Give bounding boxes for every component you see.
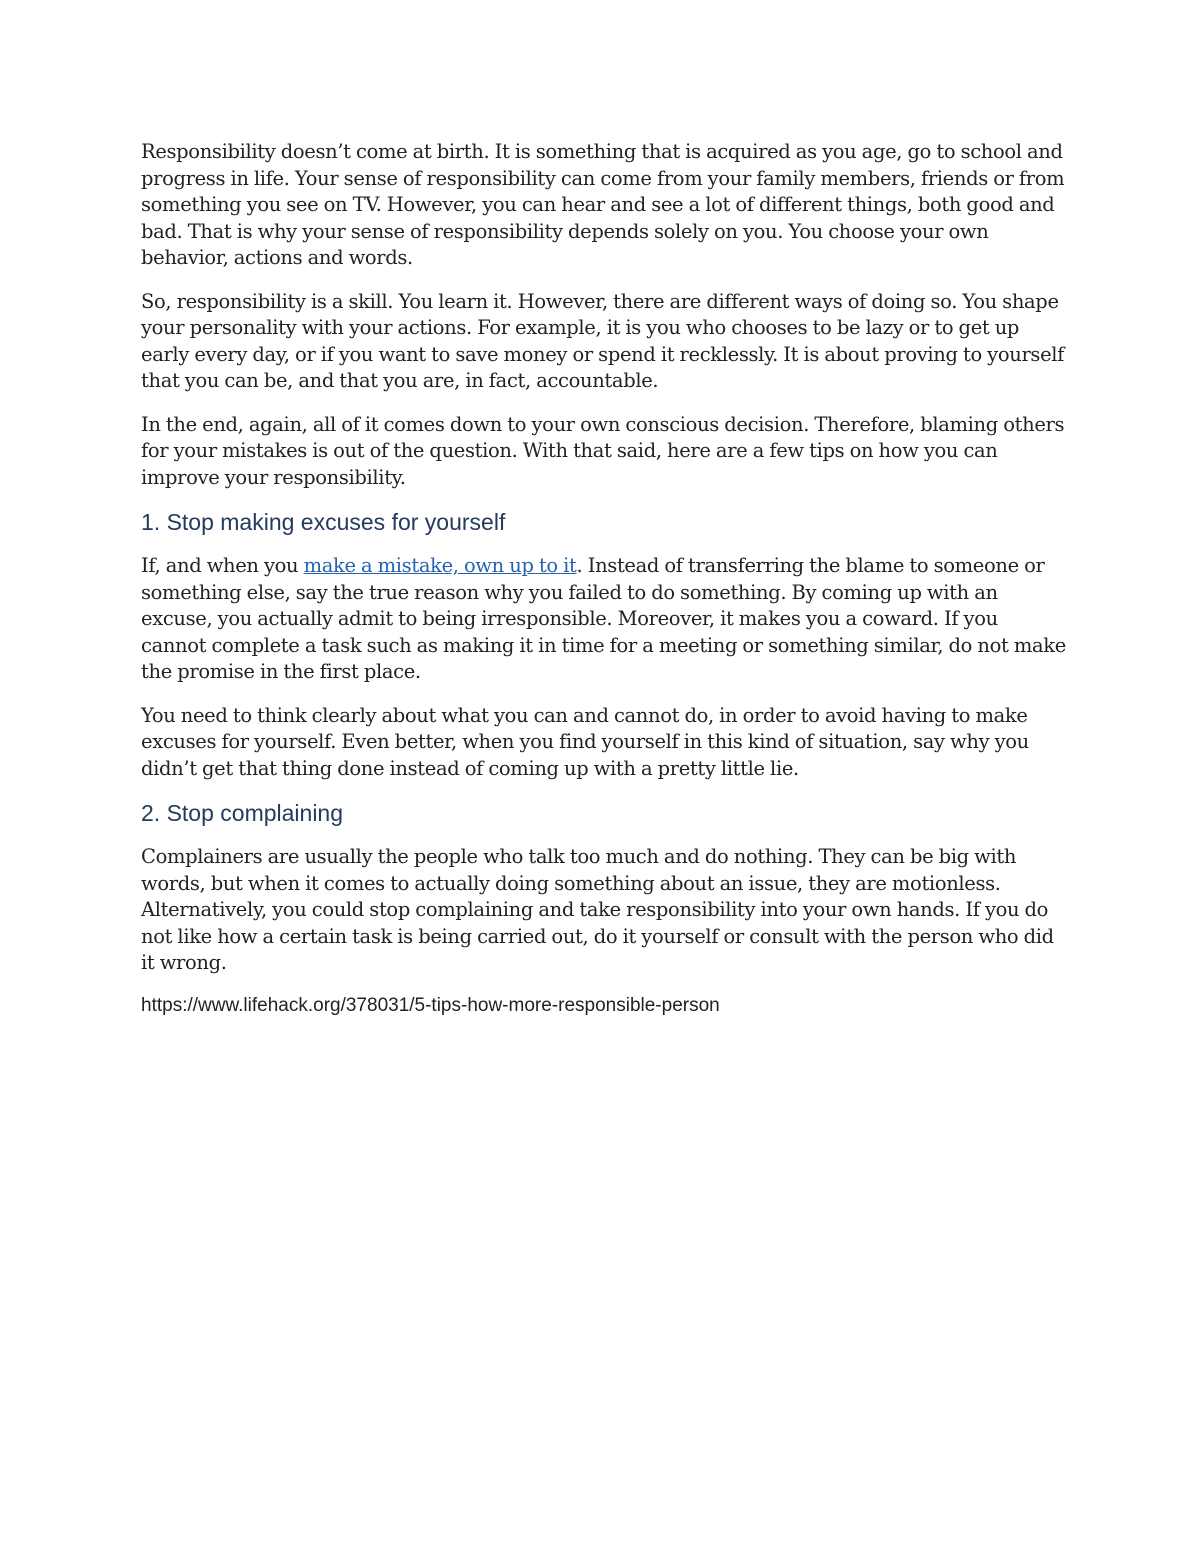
heading-stop-excuses: 1. Stop making excuses for yourself: [141, 509, 506, 535]
paragraph-decision: In the end, again, all of it comes down to your own conscious decision. Therefore, blaming others for your mistakes is out of the question. With that said, here are a few tips on how you can improve your responsibility.: [141, 412, 1065, 489]
heading-stop-complaining: 2. Stop complaining: [141, 800, 344, 826]
source-url: https://www.lifehack.org/378031/5-tips-how-more-responsible-person: [141, 994, 720, 1016]
paragraph-skill: So, responsibility is a skill. You learn it. However, there are different ways of doing so. You shape your personality with your actions. For example, it is you who chooses to be lazy or to get up early every day, or if you want to save money or spend it recklessly. It is about proving to yourself that you can be, and that you are, in fact, accountable.: [141, 289, 1065, 392]
mistake-link[interactable]: make a mistake, own up to it: [303, 554, 577, 577]
paragraph-mistake-lead: If, and when you: [141, 554, 304, 577]
paragraph-complainers: Complainers are usually the people who talk too much and do nothing. They can be big with words, but when it comes to actually doing something about an issue, they are motionless. Alternatively, you could stop complaining and take responsibility into your own hands. If you do not like how a certain task is being carried out, do it yourself or consult with the person who did it wrong.: [141, 845, 1054, 974]
paragraph-intro: Responsibility doesn’t come at birth. It is something that is acquired as you age, go to school and progress in life. Your sense of responsibility can come from your family members, friends or from something you see on TV. However, you can hear and see a lot of different things, both good and bad. That is why your sense of responsibility depends solely on you. You choose your own behavior, actions and words.: [141, 140, 1065, 269]
document-page: [141, 139, 1066, 1018]
paragraph-mistake: [141, 553, 1066, 686]
paragraph-think-clearly: You need to think clearly about what you can and cannot do, in order to avoid having to make excuses for yourself. Even better, when you find yourself in this kind of situation, say why you didn’t get that thing done instead of coming up with a pretty little lie.: [141, 703, 1029, 780]
paragraph-mistake-rest: . Instead of transferring the blame to someone or something else, say the true reason why you failed to do something. By coming up with an excuse, you actually admit to being irresponsible. Moreover, it makes you a coward. If you cannot complete a task such as making it in time for a meeting or something similar, do not make the promise in the first place.: [141, 554, 1066, 683]
